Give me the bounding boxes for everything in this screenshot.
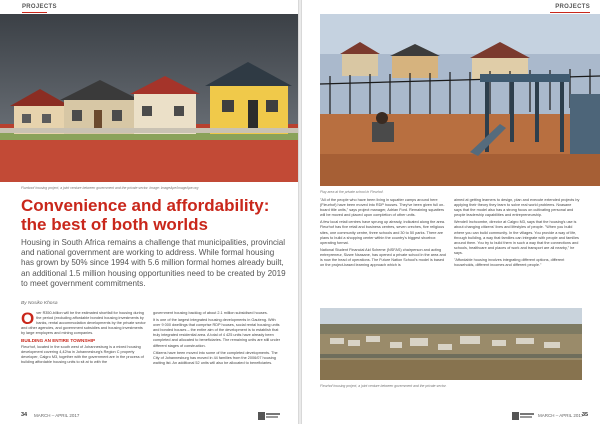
drop-cap: O	[21, 309, 35, 328]
magazine-logo	[512, 412, 534, 420]
paragraph: Wendell Inchcombe, director at Calgro M3, says that the housing's use is about changing citizens' lives and lifestyles of people. "When you build where you can build community. In the villages. You provide a way of life, through building, a way that families can integrate with people and families around them. You try to build them in such a way that the connections and schools, healthcare and places of work and transport are all nearby," he says.	[454, 220, 579, 255]
right-column-1	[320, 198, 446, 270]
section-tag-rule	[550, 12, 590, 13]
paragraph: aimed at getting learners to design, plan and execute extended projects by applying their theory they learn to solve real world problems. Nxasane says that the model also has a strong focus on cultivating personal and people leadership capabilities and entrepreneurship.	[454, 198, 580, 218]
section-tag: PROJECTS	[555, 4, 590, 10]
magazine-logo	[258, 412, 280, 420]
paragraph: ver R350-billion will be the estimated shortfall for housing during the period (excluding affordable bonded housing investments by banks, rental accommodation developments by the private sector and other agencies, and government subsidies and housing investments by large employers and mining companies.	[21, 311, 146, 336]
title-line-2: the best of both worlds	[21, 215, 208, 234]
aerial-photo	[320, 308, 582, 380]
right-footer	[302, 407, 600, 424]
photo-caption: Flurrkoof housing project, a joint venture between government and the private sector. Image: ImageApe/ImageApe.org	[21, 186, 199, 190]
issue-date: MARCH – APRIL 2017	[538, 413, 584, 418]
issue-date: MARCH – APRIL 2017	[34, 413, 80, 418]
left-footer	[0, 407, 298, 424]
paragraph: "All of the people who have been living in squatter camps around here (Fleurhof) have been moved into RDP houses. They've been given full on-board title units," says project manager, Adrian Ford. Remaining squatters will be moved and placed upon completion of other units.	[320, 198, 445, 218]
left-column-2	[153, 311, 281, 368]
page-number: 35	[582, 412, 589, 418]
paragraph: "Affordable housing involves integrating different options, different households, different incomes and different people."	[454, 258, 565, 268]
right-page	[302, 0, 600, 424]
photo-caption: Play area at the private school in Fleurhof.	[320, 190, 384, 194]
article-title	[21, 196, 291, 234]
paragraph: government housing backlog of about 2.1 million subsidised houses.	[153, 311, 268, 315]
subheading: BUILDING AN ENTIRE TOWNSHIP	[21, 338, 96, 344]
paragraph: National Student Financial Aid Scheme (NSFAS) chairperson and acting entrepreneur, Sizwe Nxasane, has opened a private school in the area and is now the head of operations. The Future Nation School's model is based on the project-based learning approach which is	[320, 247, 446, 268]
byline: By Nosiko Khosa	[21, 301, 58, 306]
paragraph: Citizens have been moved into some of the completed developments. The City of Johannesburg has moved in 44 families from the 2006/07 housing waiting list. An additional 52 units will also be allocated to beneficiaries.	[153, 350, 278, 365]
paragraph: A few local retail centres have sprung up already, indicated along the area. Fleurhof has five retail and business centres, seven creches, five religious sites, one community centre, three schools and 30 to 50 parks. There are plans to build a shopping center within the country's biggest shoebox operating format.	[320, 220, 446, 245]
article-intro: Housing in South Africa remains a challenge that municipalities, provincial and national government are working to address. While formal housing has grown by 50% since 1994 with 5.6 million formal homes already built, an additional 1.5 million housing opportunities need to be created by 2019 to meet government commitments.	[21, 238, 286, 288]
left-page	[0, 0, 298, 424]
page-number: 34	[21, 412, 28, 418]
section-tag: PROJECTS	[22, 4, 57, 10]
township-photo	[0, 14, 298, 182]
section-tag-rule	[22, 12, 47, 13]
playground-photo	[320, 14, 600, 186]
bottom-photo-caption: Fleurhof housing project, a joint venture between government and the private sector.	[320, 384, 447, 388]
paragraph: It is one of the largest integrated housing developments in Gauteng. With over 9 000 dwellings that comprise RDP houses, social rental housing units and bonded houses – the entire aim of the development is to establish that truly integrated residential area. A total of 4 425 units have already been completed and allocated to beneficiaries. The remaining units are still under different stages of construction.	[153, 318, 280, 348]
left-column-1	[21, 311, 147, 367]
paragraph: Fleurhof, located in the south west of Johannesburg is a mixed housing development covering 4,42ha in Johannesburg's Region C property developer, Calgro M3, together with the government are in the process of building affordable housing units to sit at to with the	[21, 344, 144, 364]
title-line-1: Convenience and affordability:	[21, 196, 270, 215]
right-column-2	[454, 198, 580, 270]
